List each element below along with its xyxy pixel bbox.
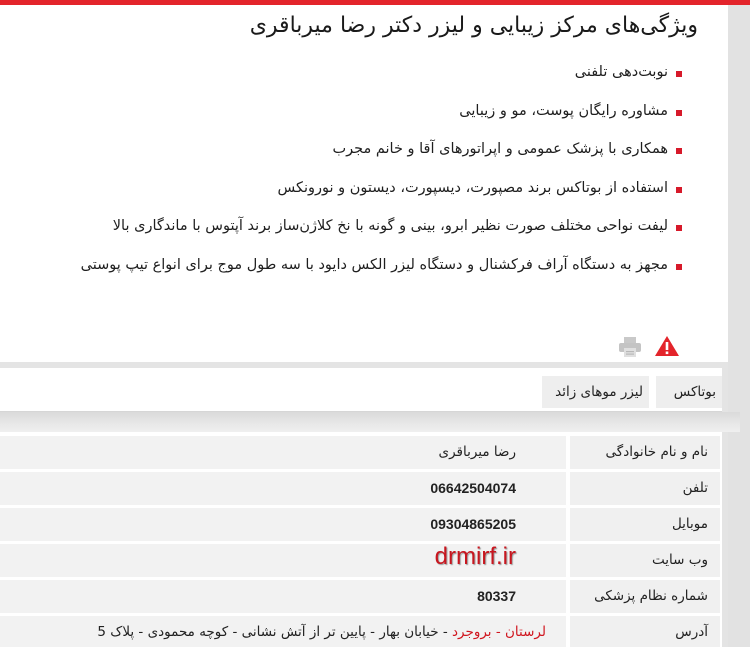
list-item: مجهز به دستگاه آراف فرکشنال و دستگاه لیزر الکس دایود با سه طول موج برای انواع تیپ پوستی — [81, 256, 682, 295]
list-item: مشاوره رایگان پوست، مو و زیبایی — [81, 102, 682, 141]
row-label: شماره نظام پزشکی — [570, 580, 720, 613]
address-city-link[interactable]: لرستان - بروجرد — [452, 624, 546, 640]
features-list — [81, 63, 682, 295]
section-divider — [0, 412, 740, 432]
square-bullet-icon — [676, 110, 682, 116]
square-bullet-icon — [676, 187, 682, 193]
page-title: ویژگی‌های مرکز زیبایی و لیزر دکتر رضا میرباقری — [249, 13, 698, 38]
tags-bar — [0, 368, 722, 412]
address-value — [0, 616, 566, 647]
row-label: موبایل — [570, 508, 720, 541]
address-street: - خیابان بهار - پایین تر از آتش نشانی - کوچه محمودی - پلاک 5 — [97, 624, 453, 640]
phone-value[interactable]: 06642504074 — [0, 472, 566, 505]
table-row — [0, 616, 722, 647]
tag-botox[interactable]: بوتاکس — [656, 376, 722, 408]
row-value: رضا میرباقری — [0, 436, 566, 469]
page-gutter — [728, 5, 750, 647]
square-bullet-icon — [676, 264, 682, 270]
square-bullet-icon — [676, 225, 682, 231]
square-bullet-icon — [676, 148, 682, 154]
doctor-info-table — [0, 432, 722, 647]
list-item: نوبت‌دهی تلفنی — [81, 63, 682, 102]
medical-id-value: 80337 — [0, 580, 566, 613]
print-icon[interactable] — [618, 336, 642, 358]
table-row — [0, 472, 722, 505]
row-label: وب سایت — [570, 544, 720, 577]
tag-laser-hair-removal[interactable]: لیزر موهای زائد — [542, 376, 649, 408]
list-item: همکاری با پزشک عمومی و اپراتورهای آقا و خانم مجرب — [81, 140, 682, 179]
features-card — [0, 5, 728, 362]
table-row — [0, 580, 722, 613]
square-bullet-icon — [676, 71, 682, 77]
list-item: استفاده از بوتاکس برند مصپورت، دیسپورت، دیستون و نورونکس — [81, 179, 682, 218]
table-row — [0, 544, 722, 577]
website-link[interactable]: drmirf.ir — [434, 543, 516, 570]
warning-icon[interactable] — [654, 335, 680, 357]
list-item: لیفت نواحی مختلف صورت نظیر ابرو، بینی و گونه با نخ کلاژن‌ساز برند آپتوس با ماندگاری بالا — [81, 217, 682, 256]
row-label: نام و نام خانوادگی — [570, 436, 720, 469]
table-row — [0, 436, 722, 469]
mobile-value[interactable]: 09304865205 — [0, 508, 566, 541]
table-row — [0, 508, 722, 541]
row-label: تلفن — [570, 472, 720, 505]
website-cell — [0, 544, 566, 577]
row-label: آدرس — [570, 616, 720, 647]
